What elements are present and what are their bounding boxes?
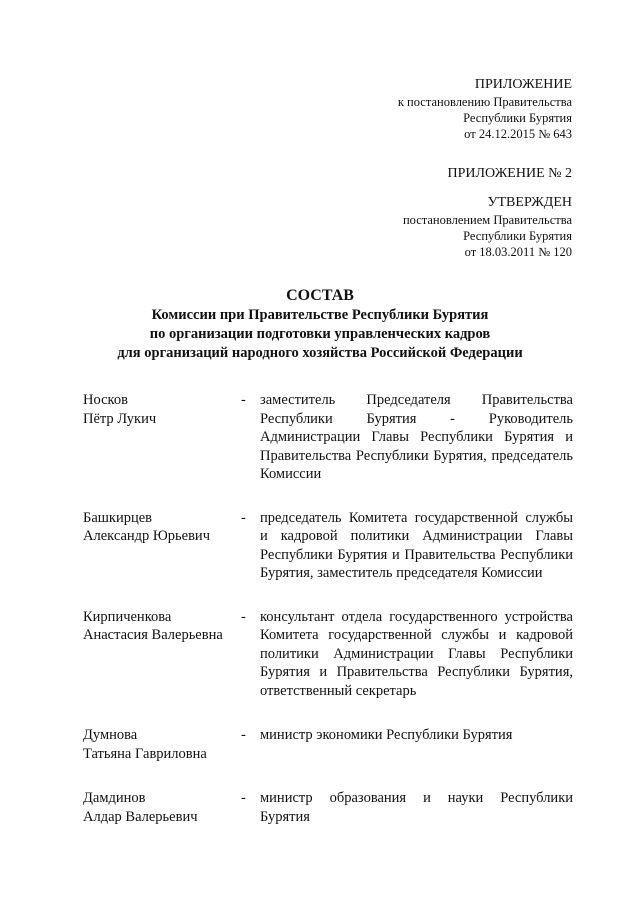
member-dash: -	[241, 790, 246, 806]
appendix-header	[398, 76, 572, 142]
title-line: Комиссии при Правительстве Республики Бурятия	[151, 307, 489, 323]
member-surname: Думнова	[83, 727, 138, 743]
member-given-name: Анастасия Валерьевна	[83, 627, 223, 643]
member-position: председатель Комитета государственной службы и кадровой политики Администрации Главы Республики Бурятия и Правительства Республики Бурятия, заместитель председателя Комиссии	[260, 509, 573, 581]
appendix-heading: ПРИЛОЖЕНИЕ	[474, 77, 572, 92]
member-surname: Дамдинов	[83, 790, 146, 806]
document-title	[60, 286, 580, 363]
approved-line: постановлением Правительства	[402, 213, 572, 227]
appendix-2-heading: ПРИЛОЖЕНИЕ № 2	[447, 166, 572, 181]
member-name	[83, 726, 241, 763]
member-name	[83, 789, 241, 826]
member-given-name: Алдар Валерьевич	[83, 808, 198, 825]
appendix-2-header	[448, 165, 573, 183]
approved-block	[403, 194, 572, 260]
member-row	[83, 391, 573, 484]
member-dash: -	[241, 392, 246, 408]
member-dash: -	[241, 608, 246, 625]
member-position: министр образования и науки Республики Бурятия	[260, 790, 573, 825]
title-line: для организаций народного хозяйства Российской Федерации	[117, 345, 523, 361]
member-dash: -	[241, 727, 246, 743]
appendix-line: Республики Бурятия	[463, 111, 572, 125]
member-row	[83, 509, 573, 583]
approved-heading: УТВЕРЖДЕН	[487, 195, 572, 210]
member-name	[83, 608, 241, 701]
appendix-line: к постановлению Правительства	[397, 95, 572, 109]
members-list	[83, 391, 573, 826]
member-position: заместитель Председателя Правительства Республики Бурятия - Руководитель Администрации Главы Республики Бурятия и Правительства Республики Бурятия, председатель Комиссии	[260, 392, 573, 482]
member-dash: -	[241, 509, 246, 526]
member-name	[83, 391, 241, 484]
member-given-name: Пётр Лукич	[83, 410, 157, 427]
member-surname: Носков	[83, 392, 128, 408]
member-given-name: Александр Юрьевич	[83, 528, 210, 544]
member-position: консультант отдела государственного устройства Комитета государственной службы и кадровой политики Администрации Главы Республики Бурятия и Правительства Республики Бурятия, ответственный секретарь	[260, 608, 573, 699]
member-name	[83, 509, 241, 583]
title-line: по организации подготовки управленческих кадров	[149, 326, 491, 342]
appendix-date-number: от 24.12.2015 № 643	[464, 127, 572, 141]
member-row	[83, 608, 573, 701]
member-position: министр экономики Республики Бурятия	[260, 727, 513, 743]
approved-line: Республики Бурятия	[463, 229, 572, 243]
member-surname: Кирпиченкова	[83, 608, 172, 625]
member-given-name: Татьяна Гавриловна	[83, 745, 207, 762]
member-surname: Башкирцев	[83, 509, 153, 526]
title-main: СОСТАВ	[286, 287, 354, 304]
member-row	[83, 726, 573, 763]
approved-date-number: от 18.03.2011 № 120	[464, 245, 572, 259]
member-row	[83, 789, 573, 826]
